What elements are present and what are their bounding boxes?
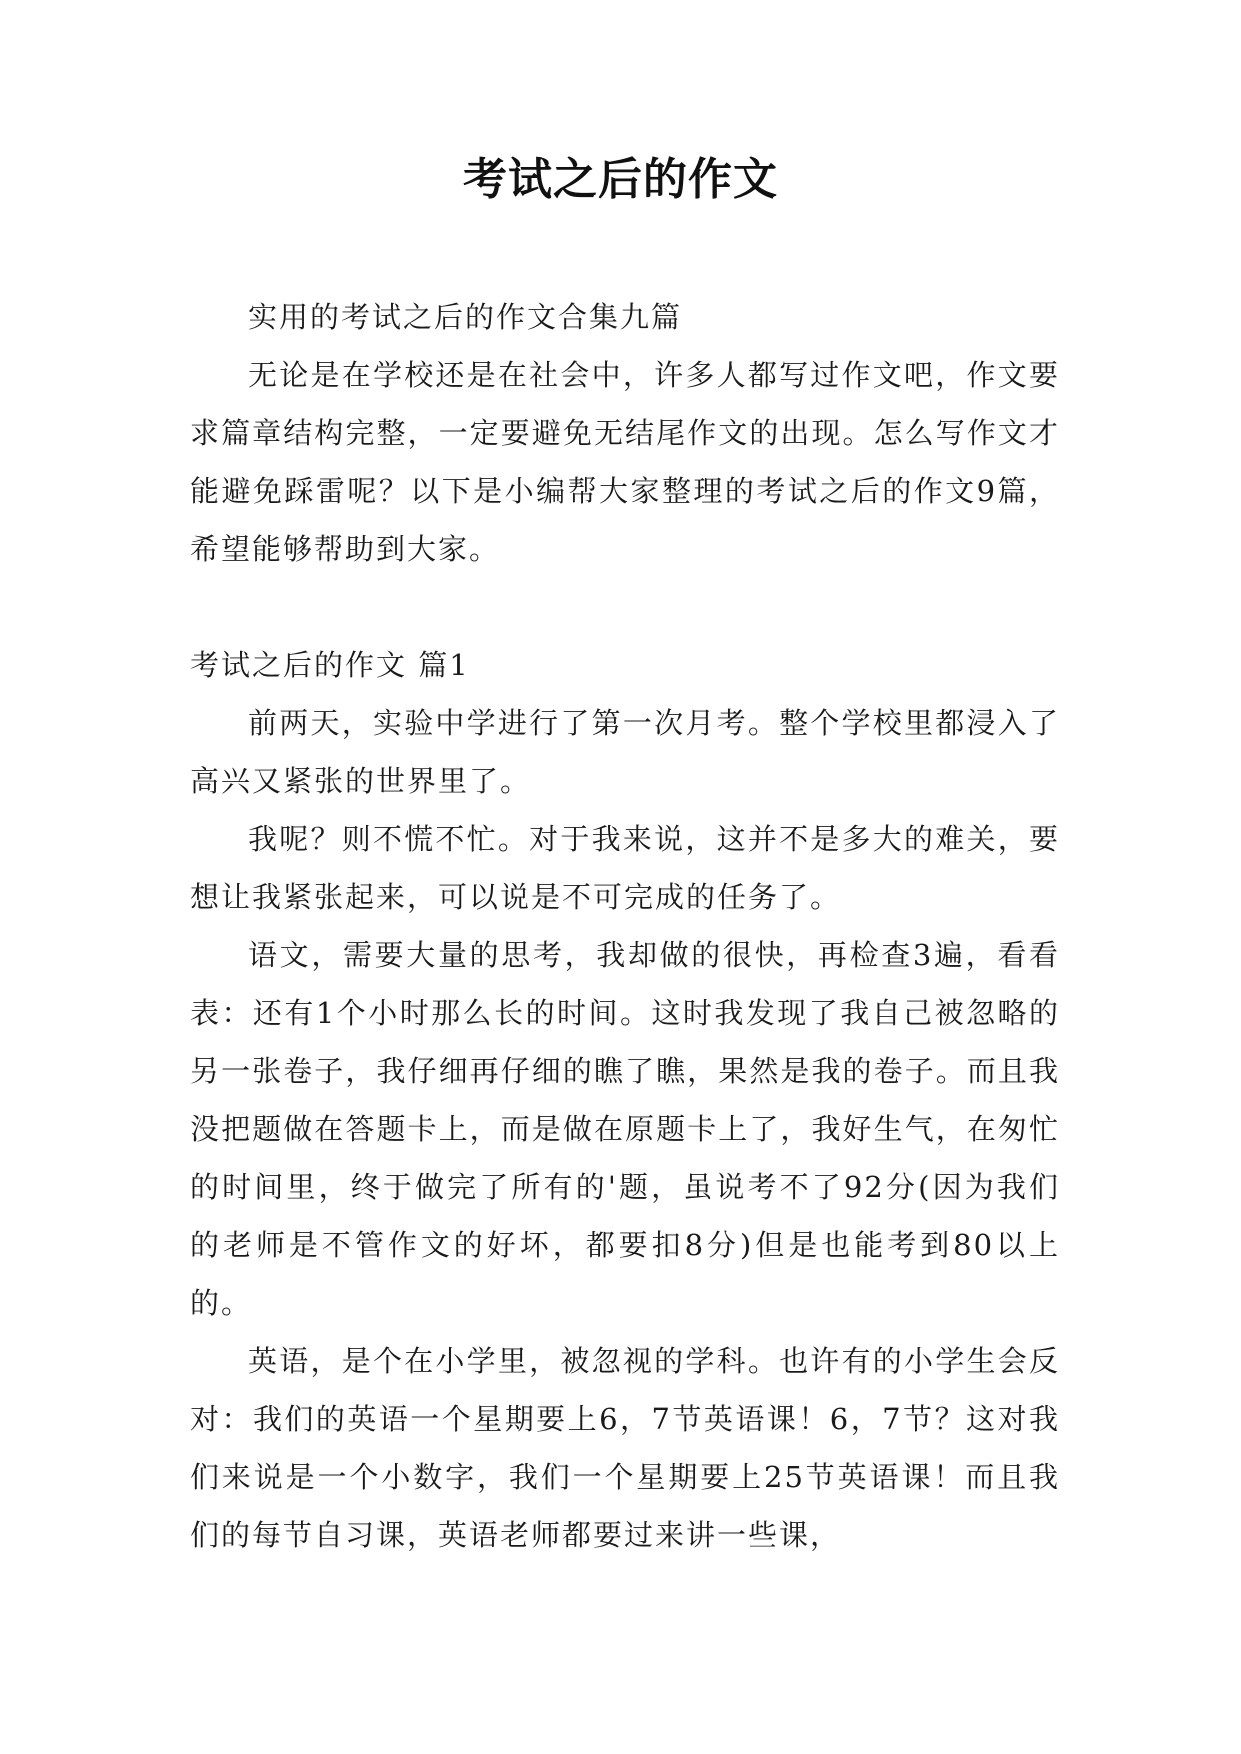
body-paragraph: 英语，是个在小学里，被忽视的学科。也许有的小学生会反对：我们的英语一个星期要上6，7节英语课！6，7节？这对我们来说是一个小数字，我们一个星期要上25节英语课！而且我们的每节自习课，英语老师都要过来讲一些课，	[190, 1344, 1060, 1552]
intro-paragraph: 无论是在学校还是在社会中，许多人都写过作文吧，作文要求篇章结构完整，一定要避免无结尾作文的出现。怎么写作文才能避免踩雷呢？以下是小编帮大家整理的考试之后的作文9篇，希望能够帮助到大家。	[190, 358, 1060, 566]
section-gap	[190, 578, 1060, 636]
section-heading: 考试之后的作文 篇1	[190, 648, 470, 682]
page-title: 考试之后的作文	[463, 154, 778, 205]
body-paragraph: 前两天，实验中学进行了第一次月考。整个学校里都浸入了高兴又紧张的世界里了。	[190, 706, 1060, 798]
body-paragraph: 语文，需要大量的思考，我却做的很快，再检查3遍，看看表：还有1个小时那么长的时间。这时我发现了我自己被忽略的另一张卷子，我仔细再仔细的瞧了瞧，果然是我的卷子。而且我没把题做在答题卡上，而是做在原题卡上了，我好生气，在匆忙的时间里，终于做完了所有的'题，虽说考不了92分(因为我们的老师是不管作文的好坏，都要扣8分)但是也能考到80以上的。	[190, 938, 1060, 1320]
body-paragraph: 我呢？则不慌不忙。对于我来说，这并不是多大的难关，要想让我紧张起来，可以说是不可完成的任务了。	[190, 822, 1060, 914]
document-subtitle: 实用的考试之后的作文合集九篇	[248, 300, 683, 334]
document-body	[190, 288, 1060, 1564]
